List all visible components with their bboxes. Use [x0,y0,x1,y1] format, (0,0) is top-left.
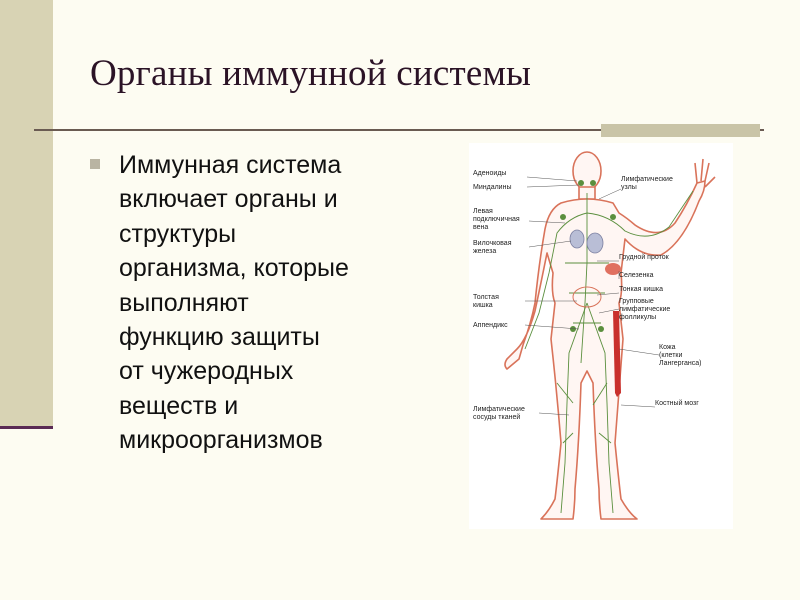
lymph-node [570,326,576,332]
lymph-node [610,214,616,220]
bullet-line: функцию защиты [119,323,320,352]
lymph-node [598,326,604,332]
label-thymus: железа [473,248,497,255]
label-adenoids: Аденоиды [473,170,507,177]
label-peyer-patches: фолликулы [619,314,657,321]
divider-accent-block [601,124,760,137]
bullet-line: микроорганизмов [119,426,323,455]
bullet-marker [90,159,100,169]
label-bone-marrow: Костный мозг [655,400,699,407]
thymus-shape [587,233,603,253]
bullet-line: организма, которые [119,254,349,283]
label-skin: Лангерганса) [659,360,702,367]
bullet-line: включает органы и [119,185,338,214]
left-accent-underline [0,426,53,429]
label-large-intestine: кишка [473,302,493,309]
tonsil-node [590,180,596,186]
slide-title: Органы иммунной системы [90,53,532,94]
bullet-line: Иммунная система [119,151,342,179]
label-lymph-nodes: Лимфатические [621,176,673,183]
label-left-subclavian-vein: подключичная [473,216,520,223]
label-thymus: Вилочковая [473,240,512,247]
label-left-subclavian-vein: вена [473,224,489,231]
label-left-subclavian-vein: Левая [473,208,493,215]
label-peyer-patches: Групповые [619,298,654,305]
lymph-node [560,214,566,220]
label-skin: Кожа [659,344,676,351]
bullet-text [119,148,419,458]
label-tonsils: Миндалины [473,184,512,191]
bullet-line: от чужеродных [119,357,294,386]
immune-system-diagram [469,143,733,529]
thymus-shape [570,230,584,248]
label-appendix: Аппендикс [473,322,508,329]
label-small-intestine: Тонкая кишка [619,286,664,293]
label-lymph-nodes: узлы [621,184,637,191]
bullet-line: веществ и [119,391,239,420]
label-lymph-vessels: Лимфатические [473,406,525,413]
label-skin: (клетки [659,352,683,359]
bullet-line: выполняют [119,288,249,317]
label-spleen: Селезенка [619,272,654,279]
label-thoracic-duct: Грудной проток [619,254,669,261]
label-peyer-patches: лимфатические [619,306,671,313]
bullet-line: структуры [119,219,237,248]
label-large-intestine: Толстая [473,294,499,301]
label-lymph-vessels: сосуды тканей [473,414,521,421]
immune-system-figure [469,143,733,529]
left-accent-bar [0,0,53,427]
